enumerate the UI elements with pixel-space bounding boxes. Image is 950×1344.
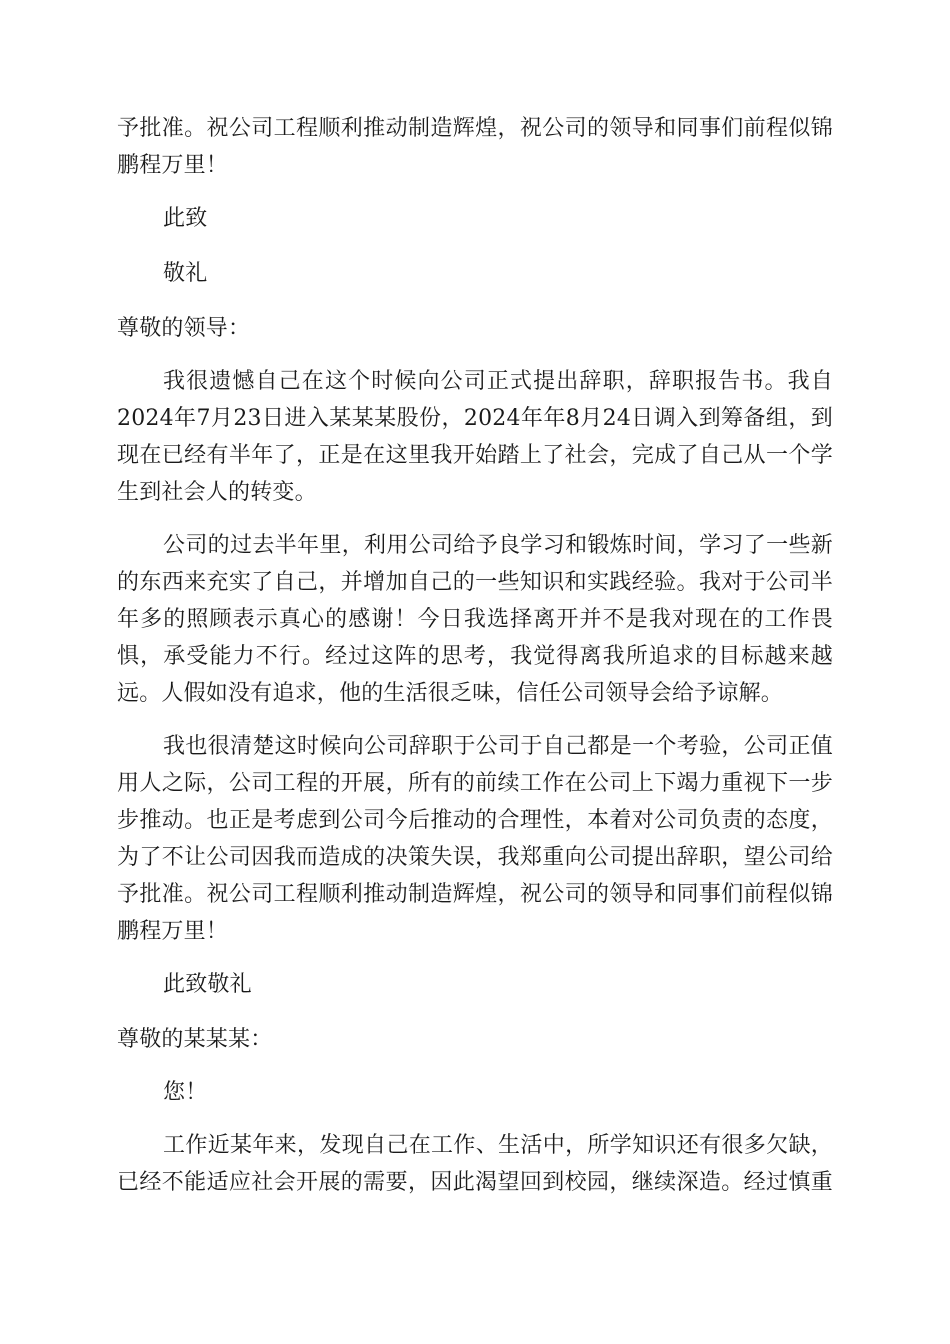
text-line: 此致敬礼 xyxy=(163,972,252,997)
paragraph-reason xyxy=(117,728,833,950)
text-line: 的东西来充实了自己，并增加自己的一些知识和实践经验。我对于公司半 xyxy=(117,570,833,595)
text-line: 予批准。祝公司工程顺利推动制造辉煌，祝公司的领导和同事们前程似锦 xyxy=(117,116,833,141)
text-line: 远。人假如没有追求，他的生活很乏味，信任公司领导会给予谅解。 xyxy=(117,681,784,706)
text-line: 尊敬的领导： xyxy=(117,316,251,341)
paragraph-continuation xyxy=(117,110,833,184)
paragraph-gratitude xyxy=(117,527,833,712)
closing-regards xyxy=(117,255,833,292)
closing-salutation xyxy=(117,200,833,237)
closing-salutation-regards xyxy=(117,966,833,1003)
document-page xyxy=(117,110,833,1217)
text-line: 公司的过去半年里，利用公司给予良学习和锻炼时间，学习了一些新 xyxy=(163,533,833,558)
text-line: 已经不能适应社会开展的需要，因此渴望回到校园，继续深造。经过慎重 xyxy=(117,1170,833,1195)
text-line: 2024年7月23日进入某某某股份，2024年年8月24日调入到筹备组，到 xyxy=(117,406,833,431)
text-line: 步推动。也正是考虑到公司今后推动的合理性，本着对公司负责的态度， xyxy=(117,808,833,833)
text-line: 工作近某年来，发现自己在工作、生活中，所学知识还有很多欠缺， xyxy=(163,1133,833,1158)
salutation-you xyxy=(117,1074,833,1111)
text-line: 予批准。祝公司工程顺利推动制造辉煌，祝公司的领导和同事们前程似锦 xyxy=(117,882,833,907)
text-line: 鹏程万里！ xyxy=(117,919,229,944)
letter-greeting-2 xyxy=(117,1021,833,1058)
text-line: 现在已经有半年了，正是在这里我开始踏上了社会，完成了自己从一个学 xyxy=(117,443,833,468)
text-line: 敬礼 xyxy=(163,261,208,286)
text-line: 为了不让公司因我而造成的决策失误，我郑重向公司提出辞职，望公司给 xyxy=(117,845,833,870)
text-line: 惧，承受能力不行。经过这阵的思考，我觉得离我所追求的目标越来越 xyxy=(117,644,833,669)
text-line: 用人之际，公司工程的开展，所有的前续工作在公司上下竭力重视下一步 xyxy=(117,771,833,796)
text-line: 我也很清楚这时候向公司辞职于公司于自己都是一个考验，公司正值 xyxy=(163,734,833,759)
paragraph-study xyxy=(117,1127,833,1201)
text-line: 尊敬的某某某： xyxy=(117,1027,273,1052)
text-line: 生到社会人的转变。 xyxy=(117,480,317,505)
text-line: 此致 xyxy=(163,206,208,231)
text-line: 您！ xyxy=(163,1080,208,1105)
letter-greeting xyxy=(117,310,833,347)
text-line: 鹏程万里！ xyxy=(117,153,229,178)
paragraph-intro xyxy=(117,363,833,511)
text-line: 年多的照顾表示真心的感谢！今日我选择离开并不是我对现在的工作畏 xyxy=(117,607,833,632)
text-line: 我很遗憾自己在这个时候向公司正式提出辞职，辞职报告书。我自 xyxy=(163,369,833,394)
